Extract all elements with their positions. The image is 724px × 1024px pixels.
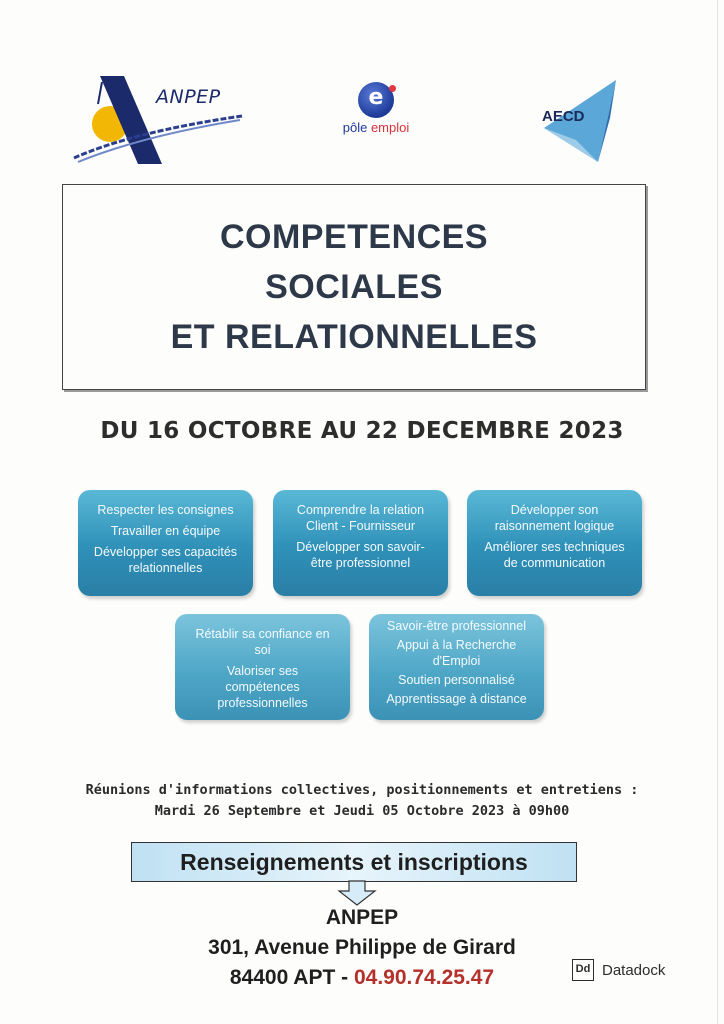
skill-line: Développer son raisonnement logique xyxy=(494,503,615,533)
meeting-line-2: Mardi 26 Septembre et Jeudi 05 Octobre 2023 à 09h00 xyxy=(154,803,570,819)
anpep-logo-graphic xyxy=(72,70,252,170)
datadock-icon: Dd xyxy=(572,959,594,981)
contact-phone: 04.90.74.25.47 xyxy=(353,966,495,989)
meeting-line-1: Réunions d'informations collectives, positionnements et entretiens : xyxy=(85,782,639,798)
skill-line: Soutien personnalisé xyxy=(398,673,515,687)
skill-box-logic xyxy=(467,490,642,596)
skill-line: Développer son savoir- être professionnel xyxy=(296,540,425,570)
skill-line: Rétablir sa confiance en soi xyxy=(195,627,330,657)
pole-emploi-mark: e xyxy=(358,82,394,118)
pole-emploi-text: pôle emploi xyxy=(342,120,410,135)
title-line-2: SOCIALES xyxy=(265,268,443,306)
skill-line: Apprentissage à distance xyxy=(386,692,527,706)
skill-line: Valoriser ses compétences professionnelles xyxy=(217,664,308,710)
datadock-label: Datadock xyxy=(602,961,666,979)
anpep-wordmark: ANPEP xyxy=(156,86,221,108)
skill-box-consignes xyxy=(78,490,253,596)
skill-line: Respecter les consignes xyxy=(97,503,234,517)
pole-emploi-logo xyxy=(336,82,416,142)
down-arrow-icon xyxy=(337,880,377,906)
skill-line: Développer ses capacités relationnelles xyxy=(93,545,238,575)
skill-box-client-relation xyxy=(273,490,448,596)
datadock-logo xyxy=(572,956,665,984)
skill-box-confidence xyxy=(175,614,350,720)
skill-line: Travailler en équipe xyxy=(110,524,221,538)
skill-line: Savoir-être professionnel xyxy=(387,619,526,633)
date-range: DU 16 OCTOBRE AU 22 DECEMBRE 2023 xyxy=(100,418,624,444)
page-edge xyxy=(717,0,718,1024)
title-box xyxy=(62,184,646,390)
skill-line: Appui à la Recherche d'Emploi xyxy=(396,638,517,668)
contact-city: 84400 APT - xyxy=(229,966,354,989)
anpep-logo xyxy=(72,70,252,170)
registration-banner: Renseignements et inscriptions xyxy=(131,842,577,882)
meeting-info xyxy=(0,780,724,822)
contact-name: ANPEP xyxy=(325,906,399,929)
aecd-wordmark: AECD xyxy=(542,108,585,125)
contact-address: 301, Avenue Philippe de Girard xyxy=(208,936,516,959)
skill-line: Comprendre la relation Client - Fournisseur xyxy=(296,503,425,533)
title-line-1: COMPETENCES xyxy=(219,218,489,256)
skill-box-support xyxy=(369,614,544,720)
aecd-logo xyxy=(536,78,622,170)
skill-line: Améliorer ses techniques de communication xyxy=(484,540,625,570)
title-line-3: ET RELATIONNELLES xyxy=(170,318,538,356)
